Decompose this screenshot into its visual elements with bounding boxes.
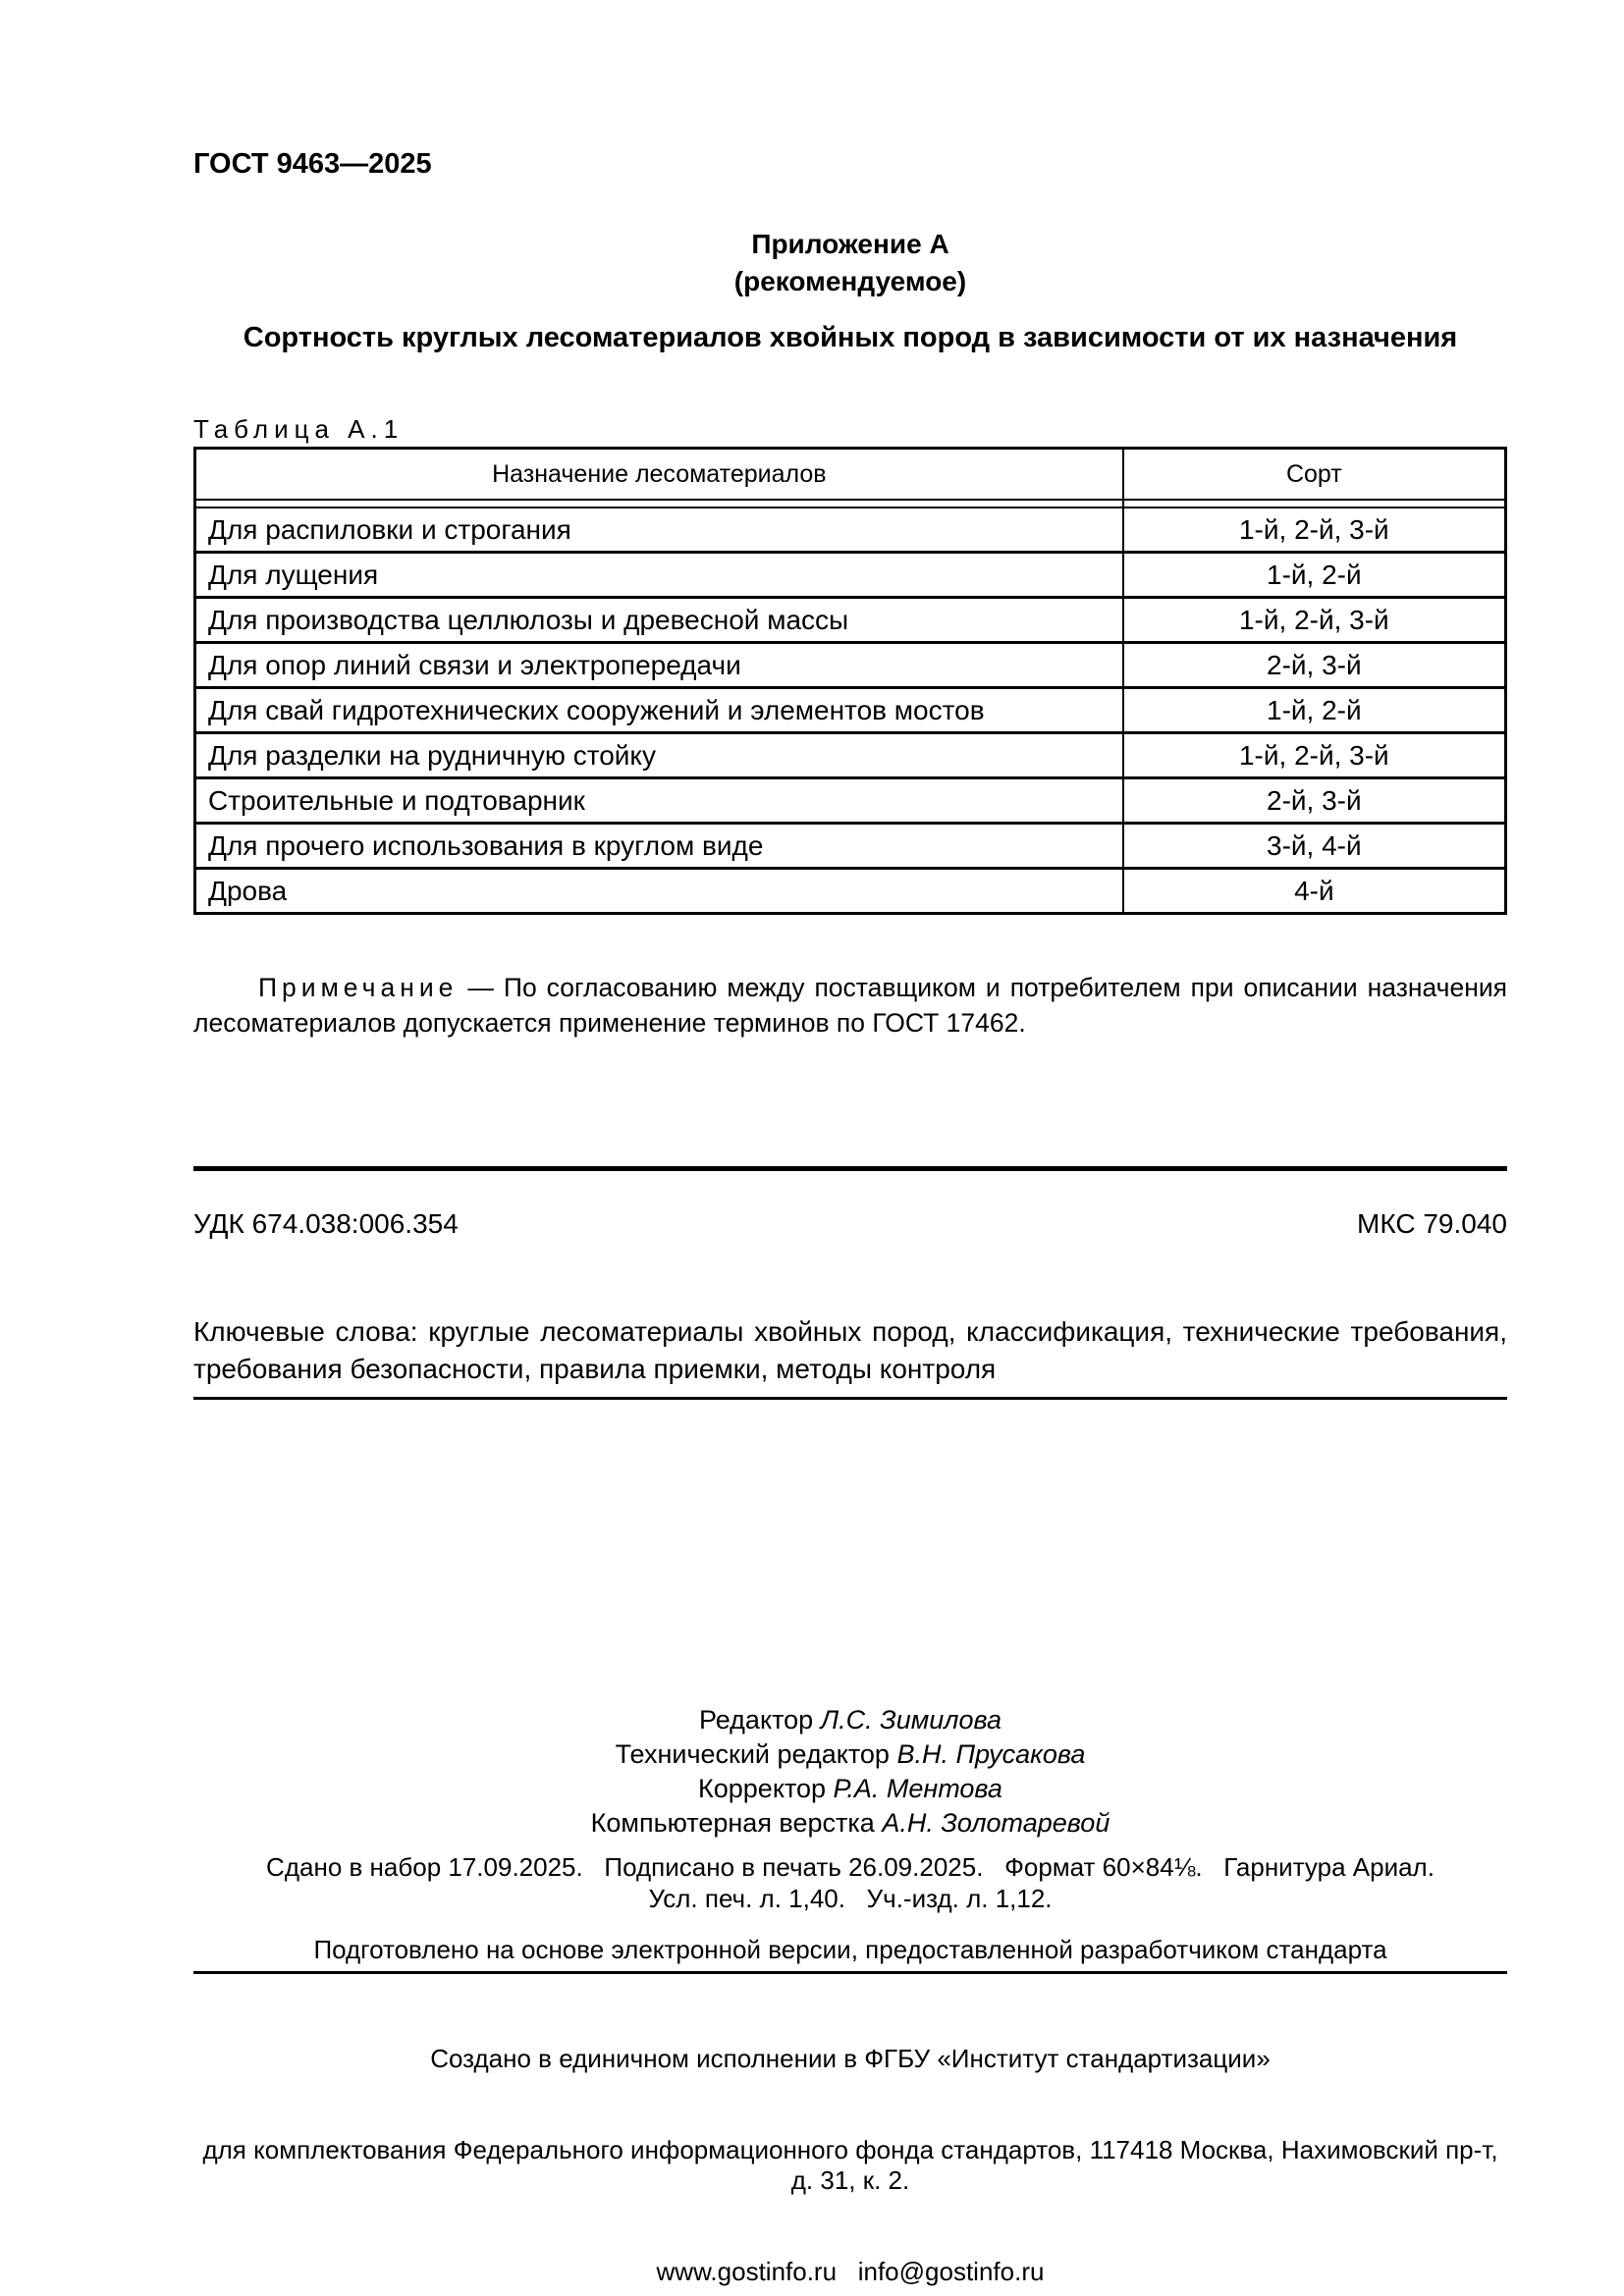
table-row [195,598,1506,643]
grade-cell: 1-й, 2-й, 3-й [1123,507,1506,553]
credits-block [193,1703,1507,1841]
credit-role: Компьютерная верстка [590,1808,883,1838]
purpose-cell: Для свай гидротехнических сооружений и элементов мостов [195,688,1123,733]
purpose-cell: Строительные и подтоварник [195,778,1123,824]
grade-cell: 2-й, 3-й [1123,643,1506,688]
grade-cell: 1-й, 2-й, 3-й [1123,733,1506,778]
table-row [195,688,1506,733]
purpose-cell: Для прочего использования в круглом виде [195,824,1123,869]
purpose-cell: Для опор линий связи и электропередачи [195,643,1123,688]
credit-line [193,1806,1507,1841]
credit-name: Л.С. Зимилова [820,1705,1002,1735]
note-text: — По согласованию между поставщиком и потребителем при описании назначения лесоматериалов допускается применение терминов по ГОСТ 17462. [193,973,1507,1038]
table-row [195,824,1506,869]
footer-line-2: для комплектования Федерального информационного фонда стандартов, 117418 Москва, Нахимовский пр-т, д. 31, к. 2. [202,2135,1505,2195]
keywords-paragraph: Ключевые слова: круглые лесоматериалы хвойных пород, классификация, технические требования, требования безопасности, правила приемки, методы контроля [193,1316,1507,1384]
purpose-cell: Для лущения [195,553,1123,598]
table-row [195,643,1506,688]
purpose-cell: Дрова [195,869,1123,914]
grade-cell: 1-й, 2-й [1123,688,1506,733]
header-double-line-spacer [195,500,1506,507]
classification-codes [193,1207,1507,1241]
purpose-cell: Для распиловки и строгания [195,507,1123,553]
imprint-line-1: Сдано в набор 17.09.2025. Подписано в печать 26.09.2025. Формат 60×84⅛. Гарнитура Ариал. [266,1852,1435,1882]
grade-cell: 2-й, 3-й [1123,778,1506,824]
udk-code: УДК 674.038:006.354 [193,1208,459,1239]
footer-separator-rule [193,1971,1507,1974]
standard-code: ГОСТ 9463—2025 [193,148,432,180]
grades-table [193,447,1507,915]
table-row [195,507,1506,553]
credit-line [193,1772,1507,1806]
table-header-row [195,449,1506,501]
grade-cell: 4-й [1294,875,1334,906]
annex-title: Приложение А [751,229,949,259]
purpose-cell: Для разделки на рудничную стойку [195,733,1123,778]
credit-role: Корректор [698,1774,834,1803]
credit-name: В.Н. Прусакова [896,1739,1086,1769]
credit-name: Р.А. Ментова [833,1774,1002,1803]
table-note [193,970,1507,1041]
table-row [195,869,1506,914]
credit-line [193,1703,1507,1737]
table-body [195,507,1506,914]
grade-cell: 1-й, 2-й [1123,553,1506,598]
annex-subtitle: (рекомендуемое) [733,266,967,296]
purpose-cell: Для производства целлюлозы и древесной массы [195,598,1123,643]
grade-cell: 1-й, 2-й, 3-й [1123,598,1506,643]
column-header-purpose: Назначение лесоматериалов [195,449,1123,501]
credit-line [193,1737,1507,1772]
note-label: Примечание [258,973,459,1002]
credit-role: Технический редактор [615,1739,897,1769]
footer-line-1: Создано в единичном исполнении в ФГБУ «Институт стандартизации» [430,2044,1271,2073]
separator-rule-thick [193,1166,1507,1171]
table-label: Таблица А.1 [193,414,405,444]
table-header [195,449,1506,508]
column-header-grade: Сорт [1123,449,1506,501]
credit-role: Редактор [698,1705,821,1735]
credit-name: А.Н. Золотаревой [882,1808,1110,1838]
annex-heading [193,226,1507,300]
grade-cell: 3-й, 4-й [1123,824,1506,869]
section-title: Сортность круглых лесоматериалов хвойных пород в зависимости от их назначения [243,322,1458,353]
table-row [195,733,1506,778]
publisher-footer [193,1983,1507,2296]
separator-rule [193,1397,1507,1400]
mks-code: МКС 79.040 [1357,1208,1507,1239]
table-row [195,553,1506,598]
imprint-line-2: Усл. печ. л. 1,40. Уч.-изд. л. 1,12. [648,1884,1053,1913]
footer-line-3: www.gostinfo.ru info@gostinfo.ru [656,2257,1045,2286]
table-row [195,778,1506,824]
prepared-note: Подготовлено на основе электронной версии, предоставленной разработчиком стандарта [313,1935,1387,1964]
